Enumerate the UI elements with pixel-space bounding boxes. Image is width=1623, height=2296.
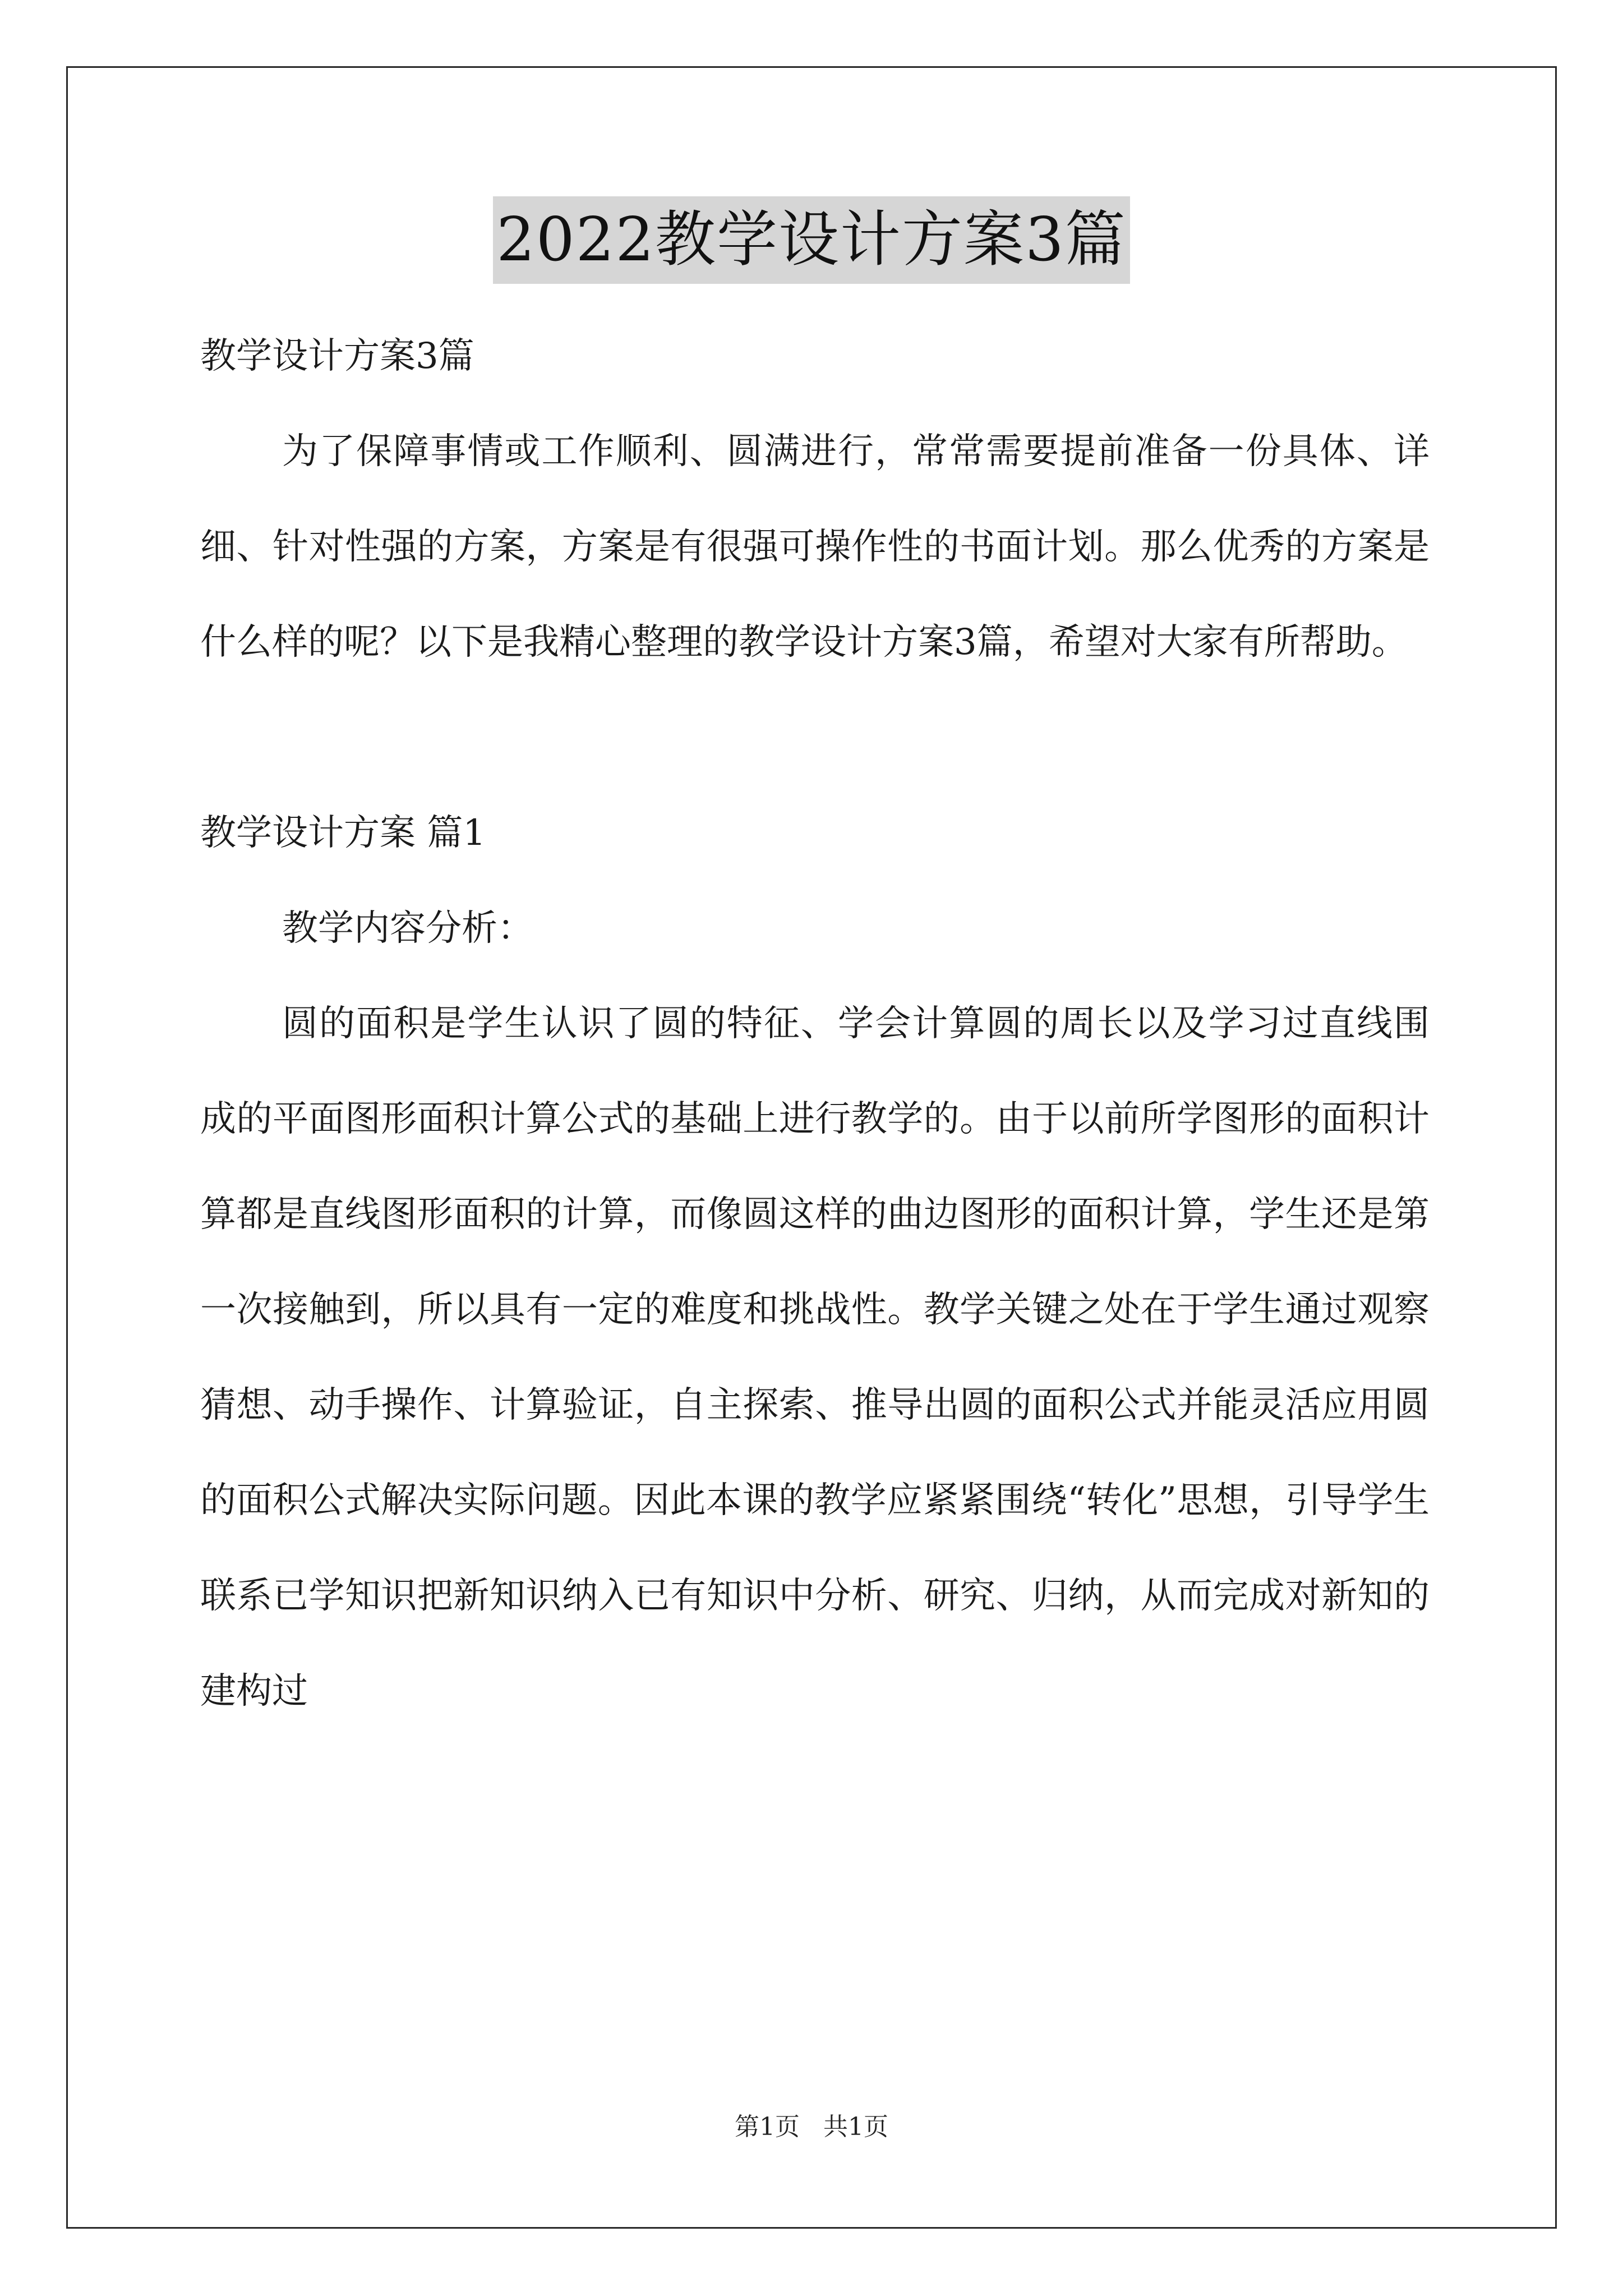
- document-title: 2022教学设计方案3篇: [493, 196, 1130, 284]
- subtitle: 教学设计方案3篇: [200, 335, 474, 377]
- section-heading: 教学设计方案 篇1: [200, 812, 486, 854]
- page-footer: 第1页 共1页: [735, 2113, 888, 2141]
- intro-paragraph: 为了保障事情或工作顺利、圆满进行，常常需要提前准备一份具体、详细、针对性强的方案，方案是有很强可操作性的书面计划。那么优秀的方案是什么样的呢？以下是我精心整理的教学设计方案3篇，希望对大家有所帮助。: [200, 431, 1430, 663]
- title-container: [0, 196, 1623, 284]
- analysis-label: 教学内容分析：: [282, 908, 533, 949]
- analysis-paragraph: 圆的面积是学生认识了圆的特征、学会计算圆的周长以及学习过直线围成的平面图形面积计算公式的基础上进行教学的。由于以前所学图形的面积计算都是直线图形面积的计算，而像圆这样的曲边图形的面积计算，学生还是第一次接触到，所以具有一定的难度和挑战性。教学关键之处在于学生通过观察猜想、动手操作、计算验证，自主探索、推导出圆的面积公式并能灵活应用圆的面积公式解决实际问题。因此本课的教学应紧紧围绕“转化”思想，引导学生联系已学知识把新知识纳入已有知识中分析、研究、归纳，从而完成对新知的建构过: [200, 1003, 1430, 1712]
- document-body: [200, 309, 1430, 1739]
